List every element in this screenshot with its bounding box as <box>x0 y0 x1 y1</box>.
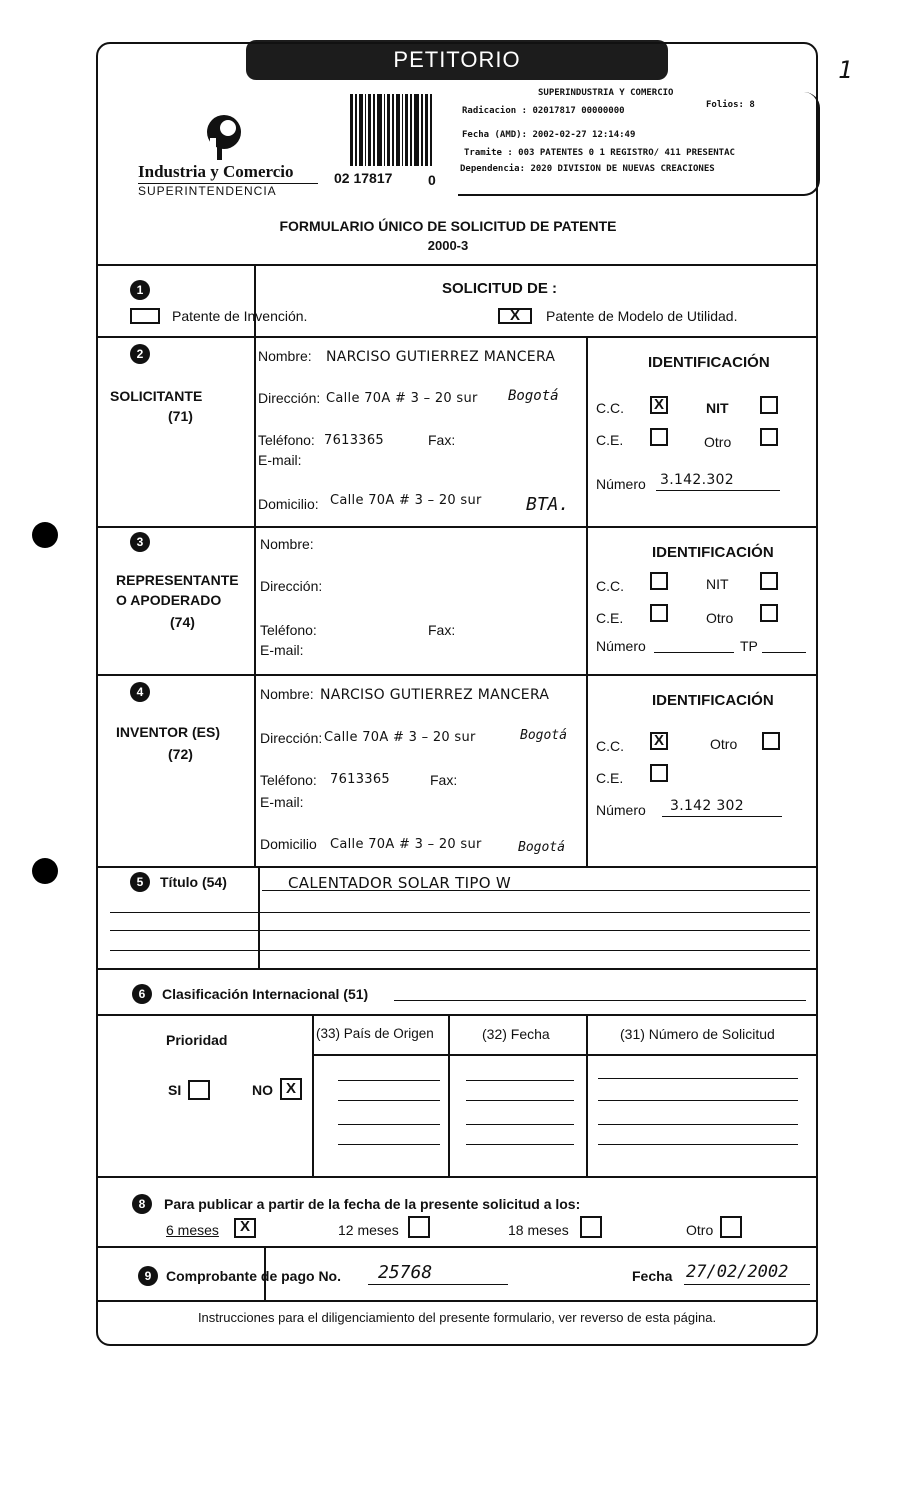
s2-domicilio-label: Domicilio: <box>258 496 319 512</box>
s8-otro-checkbox[interactable] <box>720 1216 742 1238</box>
punch-hole-bottom <box>32 858 58 884</box>
modelo-checkbox[interactable]: X <box>498 308 532 324</box>
radicacion-stamp <box>458 88 820 196</box>
stamp-line3: Tramite : 003 PATENTES 0 1 REGISTRO/ 411 PRESENTAC <box>464 148 735 158</box>
s2-nit-label: NIT <box>706 400 729 416</box>
s7-no-checkbox[interactable]: X <box>280 1078 302 1100</box>
s7-si-label: SI <box>168 1082 182 1098</box>
s2-otro-label: Otro <box>704 434 732 450</box>
s2-direccion-label: Dirección: <box>258 390 321 406</box>
form-title: FORMULARIO ÚNICO DE SOLICITUD DE PATENTE <box>279 218 617 234</box>
s3-label2: O APODERADO <box>116 592 222 608</box>
s4-numero-label: Número <box>596 802 646 818</box>
footer-instructions: Instrucciones para el diligenciamiento del presente formulario, ver reverso de esta página. <box>197 1310 717 1325</box>
s2-fax-label: Fax: <box>428 432 456 448</box>
s3-id-heading: IDENTIFICACIÓN <box>652 544 774 561</box>
s2-numero-value: 3.142.302 <box>660 472 734 488</box>
section-6-number: 6 <box>132 984 152 1004</box>
s4-ce-checkbox[interactable] <box>650 764 668 782</box>
s4-domicilio-label: Domicilio <box>260 836 317 852</box>
s8-otro-label: Otro <box>686 1222 714 1238</box>
s3-otro-checkbox[interactable] <box>760 604 778 622</box>
s7-no-label: NO <box>252 1082 273 1098</box>
s4-email-label: E-mail: <box>260 794 304 810</box>
s1-heading: SOLICITUD DE : <box>442 280 557 297</box>
s7-col-pais: (33) País de Origen <box>316 1026 434 1041</box>
s4-fax-label: Fax: <box>430 772 458 788</box>
s3-numero-label: Número <box>596 638 646 654</box>
s8-opt18: 18 meses <box>508 1222 569 1238</box>
petitorio-title: PETITORIO <box>393 47 521 72</box>
s4-direccion-city: Bogotá <box>520 728 567 743</box>
stamp-folios: Folios: 8 <box>706 100 755 110</box>
s2-cc-checkbox[interactable]: X <box>650 396 668 414</box>
s4-label: INVENTOR (ES) <box>116 724 220 740</box>
stamp-line0: SUPERINDUSTRIA Y COMERCIO <box>538 88 674 98</box>
s9-label: Comprobante de pago No. <box>166 1268 341 1284</box>
s4-direccion-label: Dirección: <box>260 730 323 746</box>
s2-cc-label: C.C. <box>596 400 624 416</box>
s2-direccion-value: Calle 70A # 3 – 20 sur <box>326 391 478 406</box>
s3-email-label: E-mail: <box>260 642 304 658</box>
stamp-line1: Radicacion : 02017817 00000000 <box>462 106 625 116</box>
section-3-number: 3 <box>130 532 150 552</box>
s7-prioridad: Prioridad <box>166 1032 228 1048</box>
s4-ce-label: C.E. <box>596 770 624 786</box>
s2-nombre-value: NARCISO GUTIERREZ MANCERA <box>326 349 556 365</box>
s3-nit-checkbox[interactable] <box>760 572 778 590</box>
s4-cc-label: C.C. <box>596 738 624 754</box>
sic-logo-icon <box>202 108 246 164</box>
s8-6meses-checkbox[interactable]: X <box>234 1218 256 1238</box>
s8-18meses-checkbox[interactable] <box>580 1216 602 1238</box>
s4-telefono-label: Teléfono: <box>260 772 317 788</box>
stamp-line2: Fecha (AMD): 2002-02-27 12:14:49 <box>462 130 636 140</box>
s7-si-checkbox[interactable] <box>188 1080 210 1100</box>
s9-fecha-label: Fecha <box>632 1268 673 1284</box>
invencion-checkbox[interactable] <box>130 308 160 324</box>
s3-ce-label: C.E. <box>596 610 624 626</box>
stamp-line4: Dependencia: 2020 DIVISION DE NUEVAS CREACIONES <box>460 164 715 174</box>
s3-otro-label: Otro <box>706 610 734 626</box>
logo-line2: SUPERINTENDENCIA <box>138 184 277 198</box>
s2-domicilio-city: BTA. <box>526 494 570 515</box>
section-8-number: 8 <box>132 1194 152 1214</box>
s2-code: (71) <box>168 408 193 424</box>
s4-otro-label: Otro <box>710 736 738 752</box>
s3-label1: REPRESENTANTE <box>116 572 239 588</box>
s4-telefono-value: 7613365 <box>330 772 390 787</box>
s2-telefono-label: Teléfono: <box>258 432 315 448</box>
s4-domicilio-value: Calle 70A # 3 – 20 sur <box>330 837 482 852</box>
s6-label: Clasificación Internacional (51) <box>162 986 369 1002</box>
logo-line1: Industria y Comercio <box>138 162 318 184</box>
s4-nombre-label: Nombre: <box>260 686 314 702</box>
s3-direccion-label: Dirección: <box>260 578 323 594</box>
s4-otro-checkbox[interactable] <box>762 732 780 750</box>
s8-label: Para publicar a partir de la fecha de la presente solicitud a los: <box>164 1196 581 1212</box>
patent-form <box>96 42 818 1346</box>
s4-domicilio-city: Bogotá <box>518 840 565 855</box>
s7-col-numero: (31) Número de Solicitud <box>620 1026 775 1042</box>
s3-ce-checkbox[interactable] <box>650 604 668 622</box>
s5-title-value: CALENTADOR SOLAR TIPO W <box>288 874 512 892</box>
s2-otro-checkbox[interactable] <box>760 428 778 446</box>
s9-fecha-value: 27/02/2002 <box>686 1262 789 1282</box>
s2-numero-label: Número <box>596 476 646 492</box>
s3-cc-label: C.C. <box>596 578 624 594</box>
barcode-suffix: 0 <box>428 172 436 188</box>
s2-domicilio-value: Calle 70A # 3 – 20 sur <box>330 493 482 508</box>
logo-text <box>138 162 318 198</box>
s3-nit-label: NIT <box>706 576 729 592</box>
s3-tp-label: TP <box>740 638 758 654</box>
s4-numero-value: 3.142 302 <box>670 798 744 814</box>
section-9-number: 9 <box>138 1266 158 1286</box>
page-number-mark: 1 <box>838 56 853 84</box>
s5-label: Título (54) <box>160 874 227 890</box>
s2-label: SOLICITANTE <box>110 388 203 404</box>
s2-id-heading: IDENTIFICACIÓN <box>648 354 770 371</box>
s4-id-heading: IDENTIFICACIÓN <box>652 692 774 709</box>
s2-nit-checkbox[interactable] <box>760 396 778 414</box>
s1-opt-modelo: Patente de Modelo de Utilidad. <box>546 308 738 324</box>
s4-cc-checkbox[interactable]: X <box>650 732 668 750</box>
s1-opt-invencion: Patente de Invención. <box>172 308 308 324</box>
s2-ce-checkbox[interactable] <box>650 428 668 446</box>
s2-telefono-value: 7613365 <box>324 433 384 448</box>
s3-fax-label: Fax: <box>428 622 456 638</box>
s3-telefono-label: Teléfono: <box>260 622 317 638</box>
s8-12meses-checkbox[interactable] <box>408 1216 430 1238</box>
s2-direccion-city: Bogotá <box>508 388 559 404</box>
form-code: 2000-3 <box>427 238 469 253</box>
s2-email-label: E-mail: <box>258 452 302 468</box>
s2-nombre-label: Nombre: <box>258 348 312 364</box>
s2-ce-label: C.E. <box>596 432 624 448</box>
s9-value: 25768 <box>378 1262 433 1283</box>
s8-opt6: 6 meses <box>166 1222 219 1238</box>
section-2-number: 2 <box>130 344 150 364</box>
section-5-number: 5 <box>130 872 150 892</box>
section-4-number: 4 <box>130 682 150 702</box>
s3-nombre-label: Nombre: <box>260 536 314 552</box>
s4-nombre-value: NARCISO GUTIERREZ MANCERA <box>320 687 550 703</box>
s3-code: (74) <box>170 614 195 630</box>
s4-direccion-value: Calle 70A # 3 – 20 sur <box>324 730 476 745</box>
s7-col-fecha: (32) Fecha <box>482 1026 550 1042</box>
s3-cc-checkbox[interactable] <box>650 572 668 590</box>
barcode-number: 02 17817 <box>334 170 393 186</box>
punch-hole-top <box>32 522 58 548</box>
s8-opt12: 12 meses <box>338 1222 399 1238</box>
s4-code: (72) <box>168 746 193 762</box>
barcode <box>350 94 434 166</box>
section-1-number: 1 <box>130 280 150 300</box>
